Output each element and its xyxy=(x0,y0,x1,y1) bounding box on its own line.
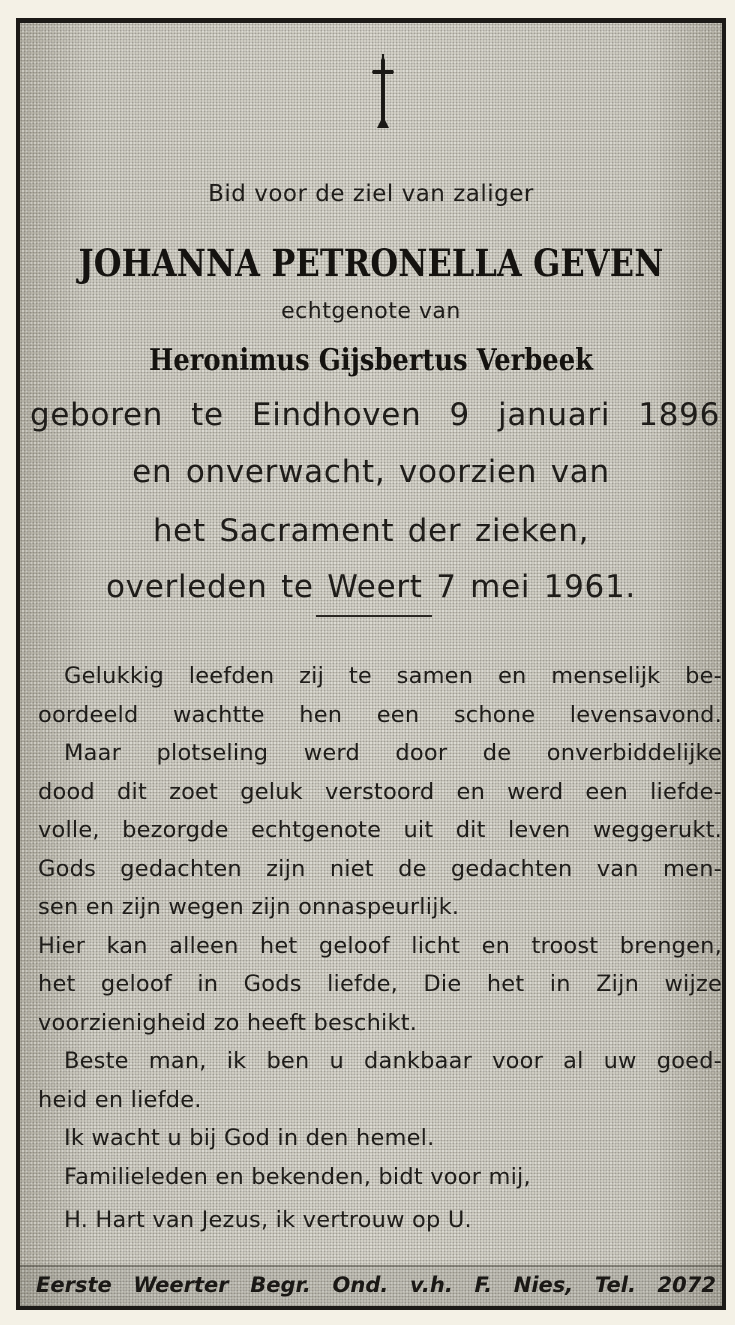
undertaker-footer: Eerste Weerter Begr. Ond. v.h. F. Nies, Tel. 2072 xyxy=(36,1273,716,1297)
text-line: Gods gedachten zijn niet de gedachten van men- xyxy=(38,856,722,882)
death-line: overleden te Weert 7 mei 1961. xyxy=(106,569,636,605)
birth-line: geboren te Eindhoven 9 januari 1896 xyxy=(30,397,720,433)
text-line: voorzienigheid zo heeft beschikt. xyxy=(38,1010,418,1036)
text-line: Ik wacht u bij God in den hemel. xyxy=(64,1125,435,1151)
deceased-name: JOHANNA PETRONELLA GEVEN xyxy=(78,241,664,285)
circumstance-line: en onverwacht, voorzien van xyxy=(132,454,610,490)
text-line: H. Hart van Jezus, ik vertrouw op U. xyxy=(64,1207,472,1233)
husband-name: Heronimus Gijsbertus Verbeek xyxy=(148,343,594,378)
text-line: dood dit zoet geluk verstoord en werd een liefde- xyxy=(38,779,722,805)
text-line: sen en zijn wegen zijn onnaspeurlijk. xyxy=(38,894,460,920)
text-line: Maar plotseling werd door de onverbiddelijke xyxy=(64,740,722,766)
text-line: heid en liefde. xyxy=(38,1087,202,1113)
text-line: volle, bezorgde echtgenote uit dit leven weggerukt. xyxy=(38,817,722,843)
text-line: het geloof in Gods liefde, Die het in Zijn wijze xyxy=(38,971,722,997)
divider xyxy=(316,615,432,617)
text-line: Gelukkig leefden zij te samen en menselijk be- xyxy=(64,663,722,689)
memorial-card xyxy=(16,18,726,1310)
prayer-intro: Bid voor de ziel van zaliger xyxy=(208,181,534,207)
cross-icon xyxy=(372,54,394,128)
spouse-of-label: echtgenote van xyxy=(281,299,461,324)
text-line: Beste man, ik ben u dankbaar voor al uw goed- xyxy=(64,1048,722,1074)
sacrament-line: het Sacrament der zieken, xyxy=(152,513,590,549)
text-line: Hier kan alleen het geloof licht en troost brengen, xyxy=(38,933,722,959)
text-line: oordeeld wachtte hen een schone levensavond. xyxy=(38,702,722,728)
text-line: Familieleden en bekenden, bidt voor mij, xyxy=(64,1164,531,1190)
